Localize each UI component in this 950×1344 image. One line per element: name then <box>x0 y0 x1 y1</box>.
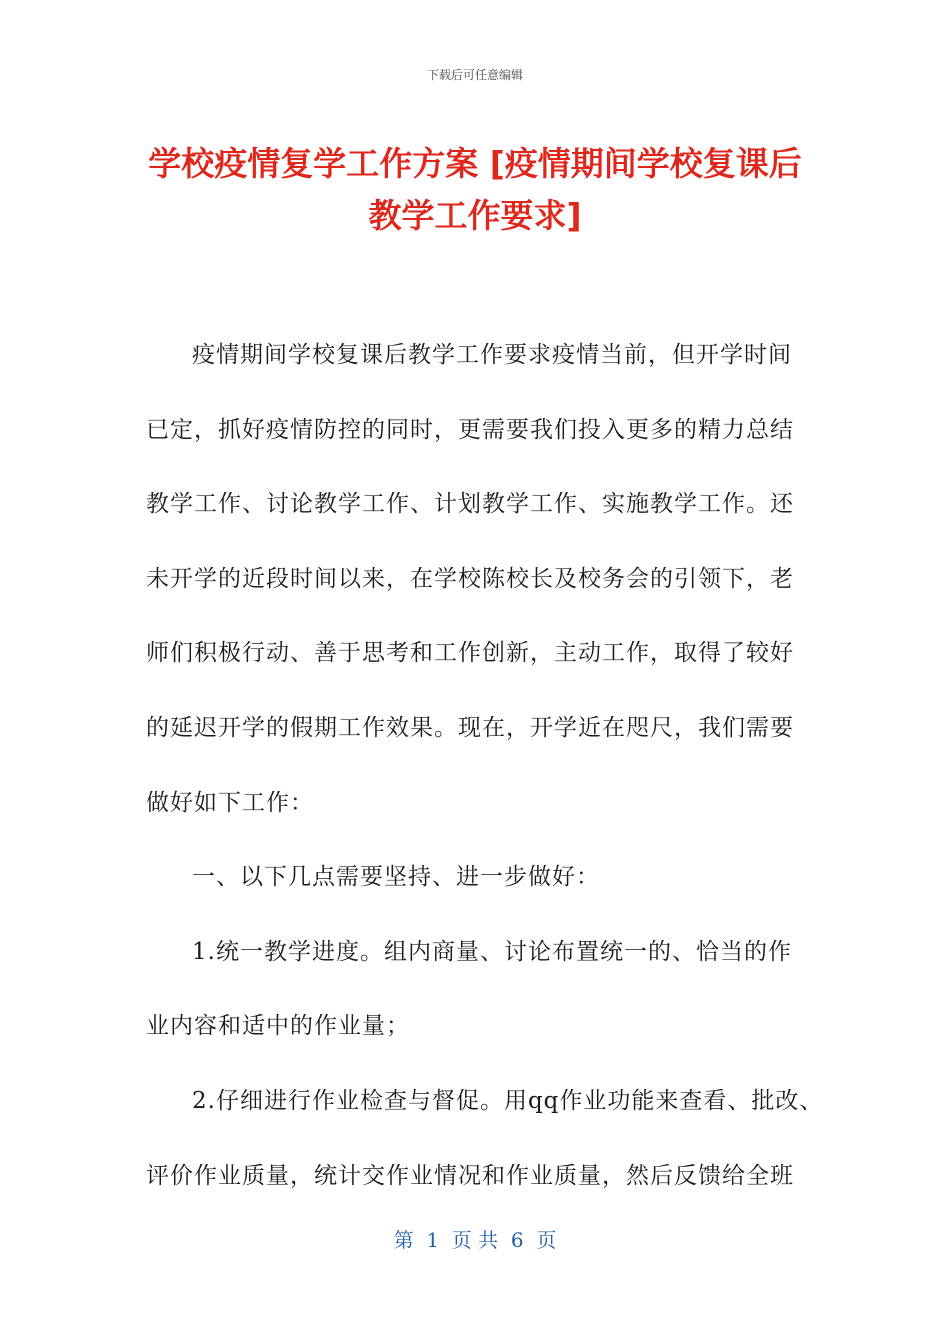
paragraph-line: 疫情期间学校复课后教学工作要求疫情当前，但开学时间 <box>192 342 792 368</box>
document-body <box>146 318 826 1213</box>
paragraph-line: 做好如下工作： <box>146 789 314 816</box>
page-footer: 第 1 页 共 6 页 <box>393 1228 557 1252</box>
document-title <box>120 138 830 242</box>
paragraph-line: 业内容和适中的作业量； <box>146 1013 410 1040</box>
paragraph-line: 已定，抓好疫情防控的同时，更需要我们投入更多的精力总结 <box>146 416 794 443</box>
list-item: 2.仔细进行作业检查与督促。用qq作业功能来查看、批改、 <box>192 1087 824 1114</box>
paragraph-line: 的延迟开学的假期工作效果。现在，开学近在咫尺，我们需要 <box>146 714 794 741</box>
paragraph-line: 评价作业质量，统计交作业情况和作业质量，然后反馈给全班 <box>146 1162 794 1189</box>
section-heading: 一、以下几点需要坚持、进一步做好： <box>192 864 600 891</box>
list-item: 1.统一教学进度。组内商量、讨论布置统一的、恰当的作 <box>192 938 792 965</box>
header-note: 下载后可任意编辑 <box>426 68 523 82</box>
title-line-1: 学校疫情复学工作方案 [疫情期间学校复课后 <box>148 144 802 183</box>
paragraph-line: 师们积极行动、善于思考和工作创新，主动工作，取得了较好 <box>146 640 794 667</box>
title-line-2: 教学工作要求] <box>368 196 582 235</box>
paragraph-line: 教学工作、讨论教学工作、计划教学工作、实施教学工作。还 <box>146 491 794 518</box>
paragraph-line: 未开学的近段时间以来，在学校陈校长及校务会的引领下，老 <box>146 565 794 592</box>
